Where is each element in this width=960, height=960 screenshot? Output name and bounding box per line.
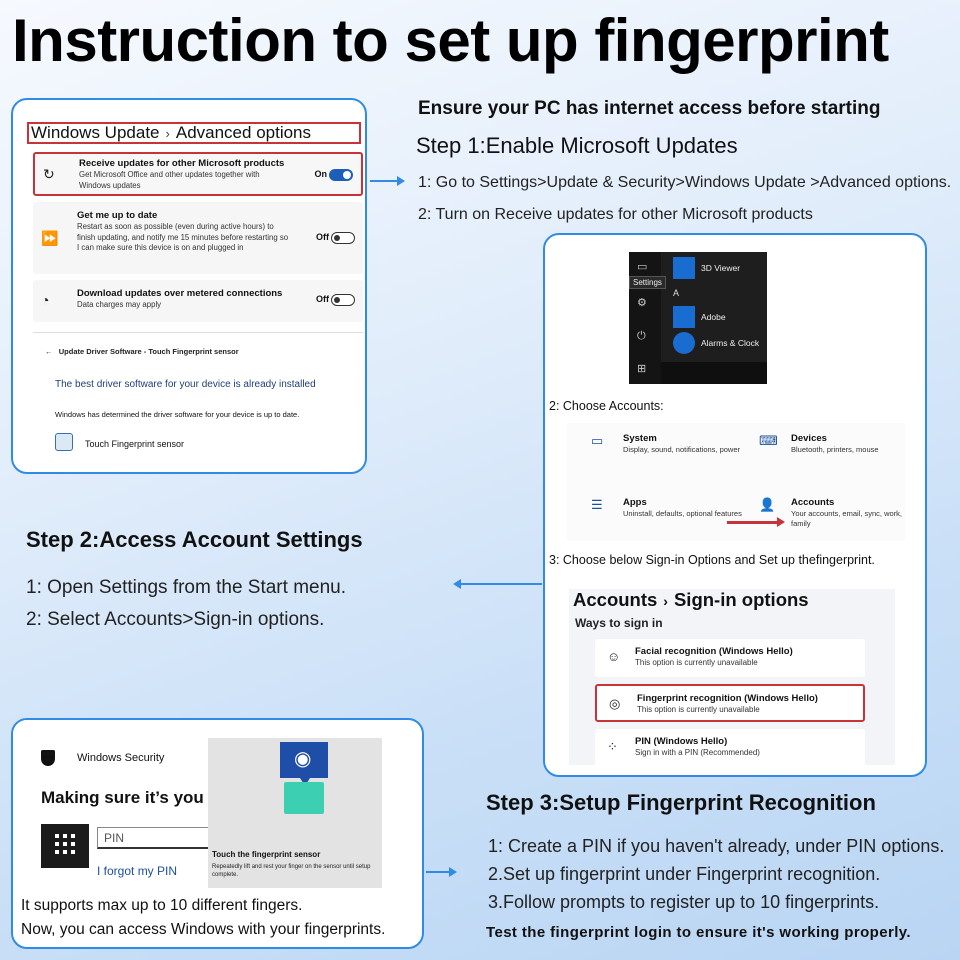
category-title: Accounts (791, 497, 835, 508)
fingerprint-icon: ◉ (280, 742, 328, 778)
gear-icon[interactable]: ⚙ (637, 297, 647, 309)
power-icon[interactable]: ⏻ (637, 330, 646, 342)
chevron-right-icon: › (663, 593, 668, 609)
start-rail (629, 252, 661, 384)
step3-title: Step 3:Setup Fingerprint Recognition (486, 790, 876, 815)
category-desc: Your accounts, email, sync, work, family (791, 509, 903, 528)
get-up-to-date-toggle[interactable] (331, 232, 355, 244)
ways-to-sign-in-heading: Ways to sign in (575, 616, 663, 630)
start-menu (629, 252, 767, 384)
breadcrumb-sign-in-options: Sign-in options (673, 589, 809, 610)
sign-in-options-page (569, 589, 895, 765)
test-login-note: Test the fingerprint login to ensure it's working properly. (486, 924, 911, 941)
pin-keypad-icon (41, 824, 89, 868)
setting-metered-connections[interactable] (33, 280, 363, 322)
driver-detail: Windows has determined the driver software for your device is up to date. (55, 410, 300, 419)
category-desc: Display, sound, notifications, power (623, 445, 741, 454)
option-facial-recognition[interactable] (595, 639, 865, 677)
security-heading: Making sure it’s you (41, 788, 204, 807)
driver-device-name: Touch Fingerprint sensor (85, 439, 185, 449)
3d-viewer-icon[interactable] (673, 257, 695, 279)
setting-title: Download updates over metered connections (77, 288, 283, 299)
settings-tooltip: Settings (629, 276, 666, 289)
finger-limit-caption: It supports max up to 10 different fingers. (21, 897, 303, 914)
arrow-left-icon (458, 583, 542, 585)
keyboard-icon: ⌨ (759, 433, 778, 448)
option-pin[interactable] (595, 729, 865, 767)
refresh-icon: ↻ (43, 166, 55, 182)
arrow-right-icon (370, 180, 400, 182)
toggle-state-label: Off (316, 232, 329, 242)
picture-icon: ▭ (637, 261, 648, 273)
step1-title: Step 1:Enable Microsoft Updates (416, 133, 738, 158)
step2-title: Step 2:Access Account Settings (26, 527, 363, 552)
toggle-state-label: Off (316, 294, 329, 304)
metered-toggle[interactable] (331, 294, 355, 306)
category-title: Apps (623, 497, 647, 508)
alarm-clock-icon[interactable] (673, 332, 695, 354)
setting-get-up-to-date[interactable] (33, 202, 363, 274)
windows-logo-icon[interactable]: ⊞ (637, 363, 647, 375)
red-arrow-icon (727, 521, 779, 524)
category-title: System (623, 433, 657, 444)
fingerprint-icon: ◎ (609, 696, 621, 711)
touch-sensor-desc: Repeatedly lift and rest your finger on the sensor until setup complete. (212, 864, 371, 878)
touch-sensor-title: Touch the fingerprint sensor (212, 850, 321, 859)
sign-in-breadcrumb (573, 589, 809, 611)
receive-updates-toggle[interactable] (329, 169, 353, 181)
choose-accounts-caption: 2: Choose Accounts: (549, 399, 664, 413)
back-arrow-icon[interactable]: ← (45, 347, 53, 356)
internet-requirement-note: Ensure your PC has internet access before starting (418, 98, 881, 119)
page-title: Instruction to set up fingerprint (12, 7, 889, 74)
windows-update-panel (11, 98, 367, 474)
category-desc: Uninstall, defaults, optional features (623, 509, 742, 518)
adobe-icon[interactable] (673, 306, 695, 328)
section-letter: A (673, 288, 680, 298)
face-icon: ☺ (607, 649, 621, 664)
category-desc: Bluetooth, printers, mouse (791, 445, 879, 454)
option-desc: This option is currently unavailable (637, 705, 760, 714)
gauge-icon: ◔ (41, 292, 50, 308)
laptop-icon: ▭ (591, 433, 604, 448)
option-title: PIN (Windows Hello) (635, 736, 728, 747)
driver-dialog-title-text: Update Driver Software - Touch Fingerprint sensor (58, 347, 239, 356)
security-app-name: Windows Security (77, 752, 165, 764)
taskbar (661, 362, 767, 384)
step1-line: 1: Go to Settings>Update & Security>Windows Update >Advanced options. (418, 174, 952, 191)
forgot-pin-link[interactable]: I forgot my PIN (97, 864, 178, 878)
access-windows-caption: Now, you can access Windows with your fingerprints. (21, 921, 386, 938)
list-icon: ☰ (591, 497, 603, 512)
driver-update-dialog (33, 332, 363, 462)
chevron-right-icon: › (165, 126, 170, 141)
option-desc: Sign in with a PIN (Recommended) (635, 748, 760, 757)
setting-desc: Restart as soon as possible (even during active hours) to finish updating, and notify me 15 minutes before restarting so I can make sure this device is on and plugged in (77, 222, 289, 252)
pin-pad-icon: ⁘ (607, 739, 618, 754)
sensor-icon (284, 782, 324, 814)
driver-dialog-title (45, 347, 239, 356)
person-icon: 👤 (759, 497, 776, 512)
category-title: Devices (791, 433, 827, 444)
setting-desc: Get Microsoft Office and other updates together with Windows updates (79, 170, 260, 190)
app-label[interactable]: 3D Viewer (701, 263, 741, 273)
step3-line: 1: Create a PIN if you haven't already, under PIN options. (488, 836, 945, 856)
option-title: Facial recognition (Windows Hello) (635, 646, 793, 657)
fingerprint-device-icon (55, 433, 73, 451)
arrow-right-icon (426, 871, 452, 873)
option-desc: This option is currently unavailable (635, 658, 758, 667)
windows-update-breadcrumb (27, 122, 361, 144)
shield-icon (41, 750, 55, 766)
step3-line: 2.Set up fingerprint under Fingerprint recognition. (488, 864, 881, 884)
setting-title: Get me up to date (77, 210, 158, 221)
windows-security-panel (11, 718, 424, 949)
breadcrumb-advanced-options: Advanced options (175, 123, 312, 142)
setting-title: Receive updates for other Microsoft products (79, 158, 285, 169)
step2-line: 1: Open Settings from the Start menu. (26, 577, 346, 598)
fast-forward-icon: ⏩ (41, 230, 59, 246)
step2-line: 2: Select Accounts>Sign-in options. (26, 609, 325, 630)
breadcrumb-windows-update[interactable]: Windows Update (31, 123, 160, 142)
fingerprint-setup (208, 738, 382, 888)
app-label[interactable]: Alarms & Clock (701, 338, 760, 348)
step1-line: 2: Turn on Receive updates for other Microsoft products (418, 206, 813, 223)
pin-input[interactable]: PIN (97, 827, 209, 849)
sign-in-caption: 3: Choose below Sign-in Options and Set up thefingerprint. (549, 553, 875, 567)
driver-status: The best driver software for your device is already installed (55, 379, 316, 390)
breadcrumb-accounts[interactable]: Accounts (573, 589, 658, 610)
setting-receive-updates[interactable] (33, 152, 363, 196)
step3-line: 3.Follow prompts to register up to 10 fingerprints. (488, 892, 880, 912)
pin-dialog (13, 720, 213, 890)
toggle-state-label: On (314, 169, 327, 179)
option-title: Fingerprint recognition (Windows Hello) (637, 693, 818, 704)
setting-desc: Data charges may apply (77, 300, 162, 309)
accounts-panel (543, 233, 927, 777)
app-label[interactable]: Adobe (701, 312, 726, 322)
option-fingerprint-recognition[interactable] (595, 684, 865, 722)
